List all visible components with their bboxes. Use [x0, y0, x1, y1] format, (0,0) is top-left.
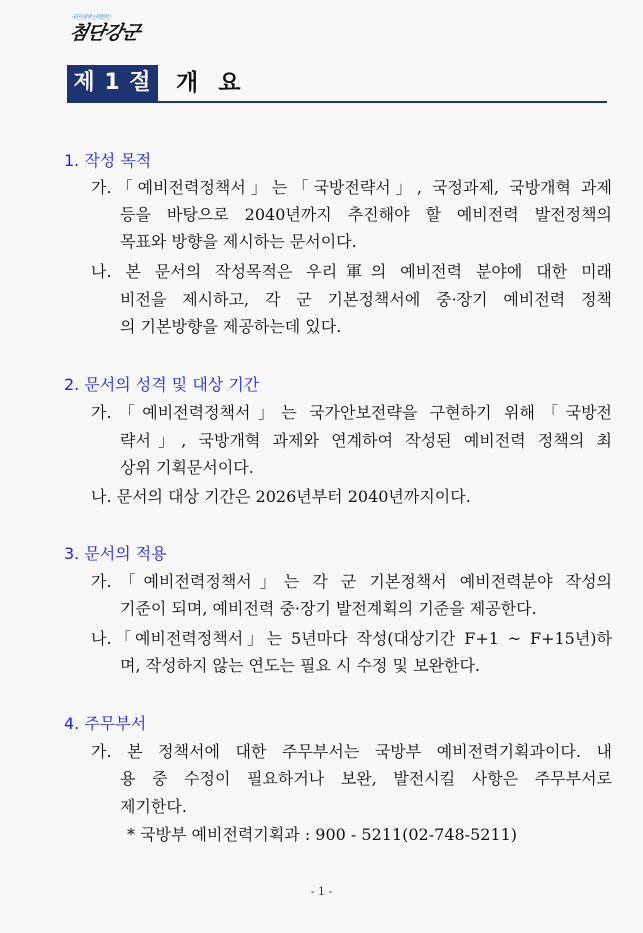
logo — [67, 14, 142, 45]
paragraph-line: 가.「예비전력정책서」는 각 군 기본정책서 예비전력분야 작성의 — [91, 572, 612, 591]
paragraph-line: 가.「예비전력정책서」는 국가안보전략을 구현하기 위해「국방전 — [91, 403, 612, 422]
paragraph-line: 략서」, 국방개혁 과제와 연계하여 작성된 예비전력 정책의 최 — [120, 431, 612, 450]
chapter-label: 제 1 절 — [67, 65, 158, 101]
paragraph-line: 등을 바탕으로 2040년까지 추진해야 할 예비전력 발전정책의 — [120, 205, 612, 224]
paragraph-line: 가. 본 정책서에 대한 주무부서는 국방부 예비전력기획과이다. 내 — [91, 742, 612, 761]
section-heading: 3. 문서의 적용 — [64, 544, 167, 563]
paragraph-line: 상위 기획문서이다. — [120, 458, 254, 477]
section-heading: 2. 문서의 성격 및 대상 기간 — [64, 375, 260, 394]
section-heading: 4. 주무부서 — [64, 714, 147, 733]
paragraph-line: 나.「예비전력정책서」는 5년마다 작성(대상기간 F+1 ~ F+15년)하 — [91, 629, 612, 648]
section-heading: 1. 작성 목적 — [64, 151, 152, 170]
paragraph-line: 가.「예비전력정책서」는「국방전략서」, 국정과제, 국방개혁 과제 — [91, 178, 612, 197]
paragraph-line: 기준이 되며, 예비전력 중·장기 발전계획의 기준을 제공한다. — [120, 599, 537, 618]
page-title: 개 요 — [176, 70, 241, 96]
page-number: - 1 - — [310, 885, 333, 898]
paragraph-line: 목표와 방향을 제시하는 문서이다. — [120, 232, 357, 251]
section-title-bar — [67, 65, 607, 103]
contact-note: * 국방부 예비전력기획과 : 900 - 5211(02-748-5211) — [127, 825, 518, 844]
paragraph-line: 나. 본 문서의 작성목적은 우리軍의 예비전력 분야에 대한 미래 — [91, 262, 612, 281]
paragraph-line: 나. 문서의 대상 기간은 2026년부터 2040년까지이다. — [91, 487, 471, 506]
logo-tagline: 국민에게 신뢰받는 — [70, 14, 112, 21]
paragraph-line: 의 기본방향을 제공하는데 있다. — [120, 317, 342, 336]
paragraph-line: 제기한다. — [120, 797, 187, 816]
paragraph-line: 비전을 제시하고, 각 군 기본정책서에 중·장기 예비전력 정책 — [120, 290, 612, 309]
paragraph-line: 며, 작성하지 않는 연도는 필요 시 수정 및 보완한다. — [120, 656, 480, 675]
paragraph-line: 용 중 수정이 필요하거나 보완, 발전시킬 사항은 주무부서로 — [120, 769, 612, 788]
logo-text: 첨단강군 — [67, 22, 142, 44]
